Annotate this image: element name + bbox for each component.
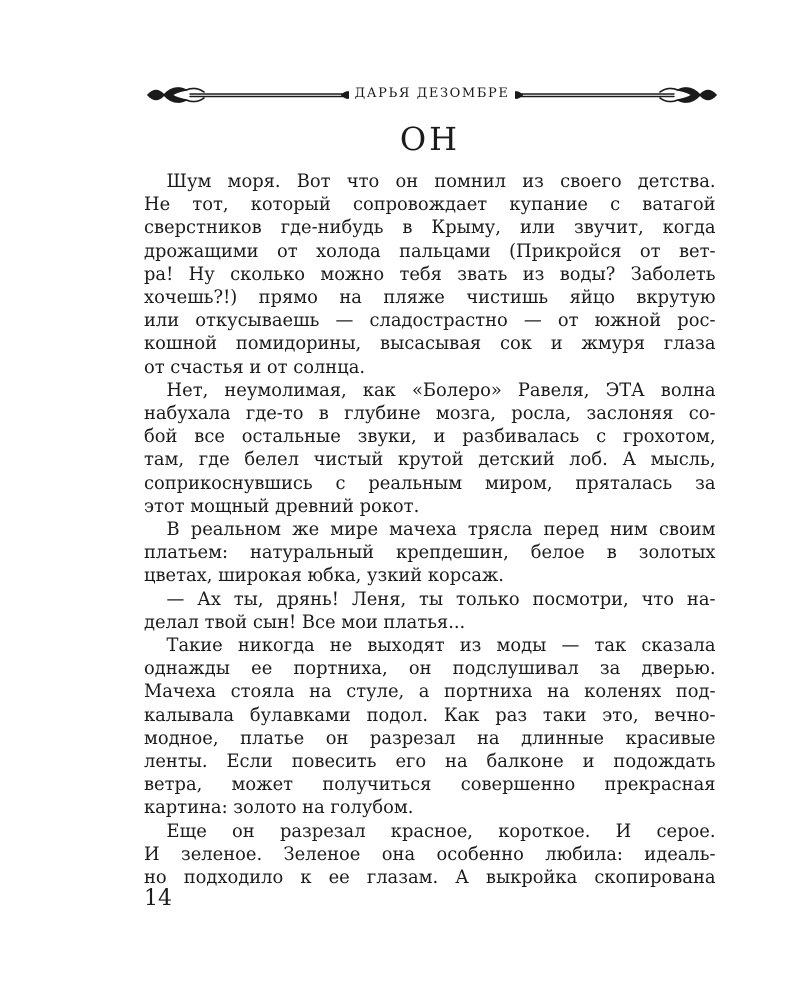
text-line: Шум моря. Вот что он помнил из своего детства. (166, 170, 716, 192)
text-line: там, где белел чистый крутой детский лоб. А мысль, (144, 448, 716, 471)
text-line: бой все остальные звуки, и разбивалась с грохотом, (144, 425, 716, 448)
body-text (144, 170, 716, 889)
text-line: платьем: натуральный крепдешин, белое в золотых (144, 541, 716, 564)
author-name: ДАРЬЯ ДЕЗОМБРЕ (349, 86, 516, 101)
text-line: Нет, неумолимая, как «Болеро» Равеля, ЭТА волна (166, 378, 716, 401)
text-line: делал твой сын! Все мои платья... (144, 610, 466, 633)
text-line: калывала булавками подол. Как раз таки это, вечно- (144, 703, 716, 726)
text-line: картина: золото на голубом. (144, 796, 414, 819)
chapter-title: ОН (399, 120, 461, 158)
text-line: ленты. Если повесить его на балконе и подождать (144, 750, 716, 773)
text-line: цветах, широкая юбка, узкий корсаж. (144, 564, 504, 587)
text-line: от счастья и от солнца. (144, 355, 366, 378)
text-line: ра! Ну сколько можно тебя звать из воды? Заболеть (144, 262, 716, 285)
text-line: сверстников где-нибудь в Крыму, или звучит, когда (144, 216, 716, 239)
text-line: но подходило к ее глазам. А выкройка скопирована (144, 866, 716, 889)
text-line: И зеленое. Зеленое она особенно любила: идеаль- (144, 842, 716, 865)
text-line: кошной помидорины, высасывая сок и жмуря глаза (144, 332, 716, 355)
text-line: — Ах ты, дрянь! Леня, ты только посмотри, что на- (166, 587, 716, 610)
text-line: Не тот, который сопровождает купание с ватагой (144, 193, 716, 216)
text-line: В реальном же мире мачеха трясла перед ним своим (166, 518, 716, 541)
text-line: хочешь?!) прямо на пляже чистишь яйцо вкрутую (144, 286, 716, 309)
text-line: соприкоснувшись с реальным миром, пряталась за (144, 471, 716, 494)
text-line: этот мощный древний рокот. (144, 494, 420, 517)
text-line: или откусываешь — сладострастно — от южной рос- (144, 309, 716, 332)
text-line: Мачеха стояла на стуле, а портниха на коленях под- (144, 680, 716, 703)
text-line: Еще он разрезал красное, короткое. И серое. (166, 819, 716, 842)
running-header (146, 78, 718, 112)
running-header-author (146, 86, 718, 101)
text-line: Такие никогда не выходят из моды — так сказала (166, 634, 716, 657)
text-line: набухала где-то в глубине мозга, росла, заслоняя со- (144, 402, 716, 425)
text-line: ветра, может получиться совершенно прекрасная (144, 773, 716, 796)
page-number: 14 (144, 886, 172, 911)
text-line: дрожащими от холода пальцами (Прикройся от вет- (144, 239, 716, 262)
text-line: модное, платье он разрезал на длинные красивые (144, 726, 716, 749)
text-line: однажды ее портниха, он подслушивал за дверью. (144, 657, 716, 680)
